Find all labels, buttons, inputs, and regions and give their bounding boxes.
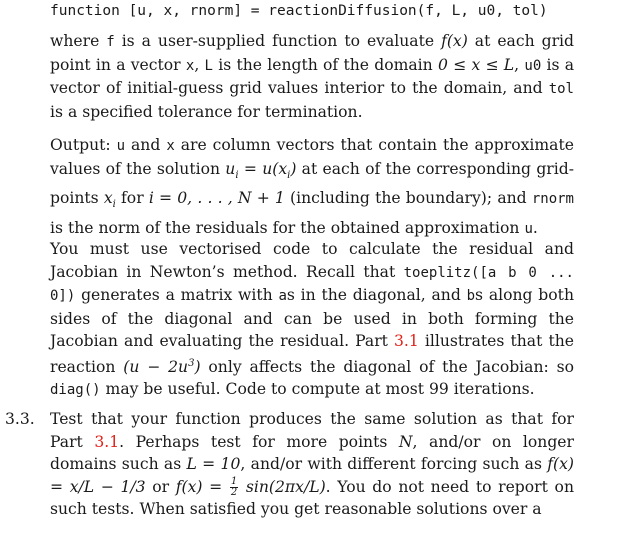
text: where bbox=[50, 32, 107, 50]
text: You must use vectorised code to calculate the residual and Jacobian in Newton’s method. Recall that bbox=[50, 240, 574, 281]
text: only affects the diagonal of the Jacobian: so bbox=[200, 357, 575, 376]
paragraph-outputs bbox=[50, 134, 574, 240]
math-symbol: (u − 2u bbox=[123, 357, 189, 376]
subscript: i bbox=[112, 199, 116, 211]
text: . You do not need to report on such tests. When satisfied you get reasonable solutions over a bbox=[50, 477, 574, 518]
text: for bbox=[115, 189, 149, 208]
part-reference-link[interactable]: 3.1 bbox=[394, 332, 419, 350]
text: is a user-supplied function to evaluate bbox=[114, 32, 442, 50]
text: is a vector of initial-guess grid values interior to the domain, and bbox=[50, 55, 575, 97]
code-x: x bbox=[185, 57, 195, 74]
item-number: 3.3. bbox=[5, 410, 35, 428]
subscript: i bbox=[287, 169, 291, 181]
subscript: i bbox=[235, 169, 239, 181]
text: and bbox=[125, 136, 167, 154]
text: or bbox=[145, 477, 176, 496]
text: , bbox=[194, 55, 205, 74]
math-symbol: x bbox=[103, 189, 113, 208]
text: , and/or on longer domains such as bbox=[50, 432, 574, 473]
math-xi bbox=[103, 189, 116, 211]
math-ui bbox=[225, 159, 239, 181]
code-L: L bbox=[204, 57, 213, 74]
text: is the norm of the residuals for the obtained approximation bbox=[50, 218, 525, 237]
text: generates a matrix with bbox=[75, 286, 279, 304]
text: is the length of the domain bbox=[212, 55, 438, 74]
text: at each grid point in a vector bbox=[50, 32, 574, 74]
denominator: 2 bbox=[230, 487, 238, 498]
code-x: x bbox=[166, 138, 175, 154]
math-forcing-1: f(x) = x/L − 1/3 bbox=[50, 455, 574, 496]
code-u: u bbox=[524, 220, 533, 237]
text: , bbox=[514, 55, 525, 74]
part-reference-link[interactable]: 3.1 bbox=[94, 432, 120, 451]
code-toeplitz: toeplitz([a b 0 ... 0]) bbox=[50, 264, 574, 304]
text: Test that your function produces the same solution as that for Part bbox=[50, 410, 574, 451]
math-N: N bbox=[398, 432, 413, 451]
code-tol: tol bbox=[548, 81, 574, 97]
math-range: i = 0, . . . , N + 1 bbox=[148, 189, 285, 208]
text: is a specified tolerance for termination. bbox=[50, 102, 363, 121]
text: = bbox=[238, 159, 263, 178]
math-forcing-2 bbox=[176, 478, 326, 496]
paragraph-vectorised bbox=[50, 238, 574, 402]
math-L-equation: L = 10 bbox=[186, 455, 241, 473]
text: are column vectors that contain the approximate values of the solution bbox=[50, 136, 574, 178]
code-f: f bbox=[106, 34, 115, 50]
text: (including the boundary); and bbox=[284, 189, 532, 208]
code-rnorm: rnorm bbox=[531, 191, 574, 208]
math-symbol: u bbox=[225, 159, 236, 178]
math-symbol: ) bbox=[194, 357, 201, 376]
code-a: a bbox=[278, 288, 287, 304]
math-symbol: f(x) = bbox=[175, 477, 229, 496]
code-u: u bbox=[116, 138, 126, 154]
code-u0: u0 bbox=[524, 57, 542, 74]
paragraph-inputs bbox=[50, 30, 574, 123]
math-uxi bbox=[262, 159, 297, 181]
text: at each of the corresponding grid-points bbox=[50, 159, 574, 208]
math-domain: 0 ≤ x ≤ L bbox=[437, 55, 515, 74]
text: . Perhaps test for more points bbox=[119, 432, 399, 451]
math-reaction bbox=[123, 358, 200, 376]
math-symbol: u(x bbox=[262, 159, 288, 178]
numerator: 1 bbox=[230, 476, 238, 487]
text: may be useful. Code to compute at most 99 iterations. bbox=[100, 380, 535, 399]
math-symbol: sin(2πx/L) bbox=[239, 477, 326, 496]
superscript: 3 bbox=[188, 357, 195, 369]
code-diag: diag() bbox=[50, 382, 101, 399]
code-b: b bbox=[466, 288, 476, 304]
math-symbol: ) bbox=[290, 159, 297, 178]
text: s along both sides of the diagonal and can be used in both forming the Jacobian and evaluating the residual. Part bbox=[50, 286, 574, 350]
fraction-half bbox=[230, 477, 238, 498]
function-signature: function [u, x, rnorm] = reactionDiffusion(f, L, u0, tol) bbox=[50, 3, 548, 19]
text: s in the diagonal, and bbox=[286, 286, 467, 304]
math-fx: f(x) bbox=[441, 32, 468, 50]
text: , and/or with different forcing such as bbox=[240, 455, 548, 473]
item-3-3-text bbox=[50, 408, 574, 521]
text: . bbox=[532, 218, 538, 237]
text: illustrates that the reaction bbox=[50, 332, 574, 376]
text: Output: bbox=[50, 136, 117, 154]
